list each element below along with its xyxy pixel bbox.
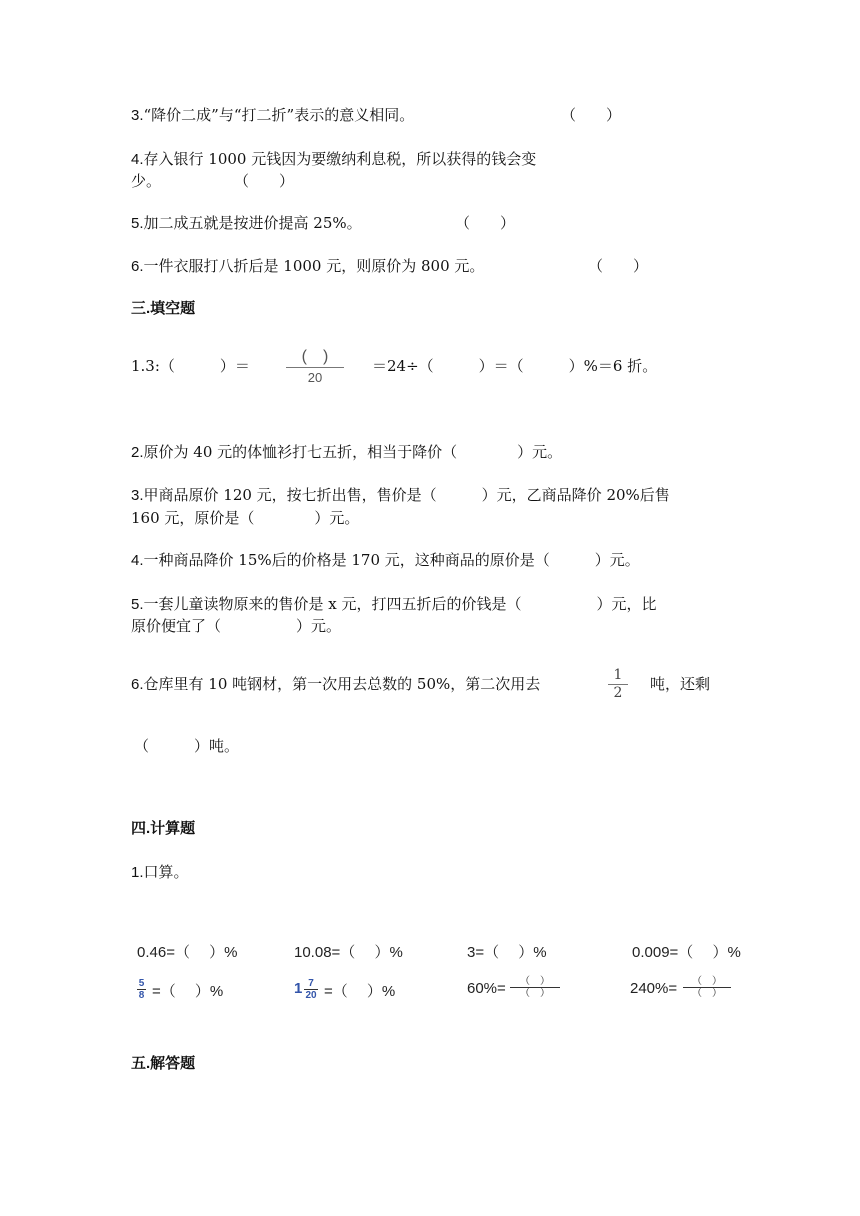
fill-q1-part-a: 1.3:（ ）＝ <box>131 357 250 375</box>
question-text: 存入银行 1000 元钱因为要缴纳利息税，所以获得的钱会变 <box>143 150 537 168</box>
fill-q1-part-b: ＝24÷（ ）＝（ ）%＝6 折。 <box>372 357 658 375</box>
judge-q4 <box>131 148 536 171</box>
fraction <box>286 348 344 387</box>
section-heading-fill: 三.填空题 <box>131 300 196 317</box>
fraction-numerator: 5 <box>138 978 145 989</box>
calc-item-2[interactable]: 10.08=（ ）% <box>294 944 403 961</box>
fraction-bar <box>286 367 344 368</box>
fraction-denominator: （ ） <box>520 988 550 999</box>
answer-paren[interactable]: （ ） <box>561 106 622 124</box>
question-number: 4. <box>131 151 144 168</box>
fraction-numerator: 7 <box>308 978 314 989</box>
fill-q5-line2: 原价便宜了（ ）元。 <box>131 617 342 635</box>
fraction-half <box>608 668 628 701</box>
question-number: 3. <box>131 487 144 504</box>
question-text: 一件衣服打八折后是 1000 元，则原价为 800 元。 <box>143 257 485 275</box>
fraction-denominator: 20 <box>305 990 317 1001</box>
judge-q6 <box>131 255 484 278</box>
fill-q6-line3: （ ）吨。 <box>134 737 240 755</box>
fraction-five-eighths <box>137 978 146 1001</box>
calc-item-4[interactable]: 0.009=（ ）% <box>632 944 741 961</box>
question-number: 5. <box>131 215 144 232</box>
judge-q4-line2: 少。 <box>131 172 162 190</box>
question-text: 口算。 <box>143 863 189 881</box>
judge-q3 <box>131 104 414 127</box>
fraction-numerator[interactable]: ( ) <box>301 348 329 365</box>
answer-paren[interactable]: （ ） <box>588 257 649 275</box>
section-heading-calc: 四.计算题 <box>131 820 196 837</box>
fraction-numerator: 1 <box>613 667 623 683</box>
question-number: 3. <box>131 107 144 124</box>
fraction-numerator: （ ） <box>692 976 722 987</box>
fill-q3 <box>131 484 670 507</box>
question-text: 加二成五就是按进价提高 25%。 <box>143 214 362 232</box>
fill-q5 <box>131 593 657 616</box>
question-number: 1. <box>131 864 144 881</box>
calc-item-3[interactable]: 3=（ ）% <box>467 944 547 961</box>
question-text: “降价二成”与“打二折”表示的意义相同。 <box>143 106 415 124</box>
question-text: 一套儿童读物原来的售价是 x 元，打四五折后的价钱是（ ）元，比 <box>143 595 657 613</box>
fill-q6 <box>131 673 540 696</box>
question-text: 原价为 40 元的体恤衫打七五折，相当于降价（ ）元。 <box>143 443 563 461</box>
mixed-whole: 1 <box>294 980 303 997</box>
fraction-denominator: 20 <box>307 370 323 385</box>
question-number: 6. <box>131 258 144 275</box>
section-heading-answer: 五.解答题 <box>131 1055 196 1072</box>
calc-item-8-left: 240%= <box>630 980 678 997</box>
judge-q5 <box>131 212 362 235</box>
question-text: 甲商品原价 120 元，按七折出售，售价是（ ）元，乙商品降价 20%后售 <box>143 486 670 504</box>
fraction-blank[interactable] <box>683 976 731 999</box>
question-number: 4. <box>131 552 144 569</box>
fraction-blank[interactable] <box>510 976 560 999</box>
question-number: 2. <box>131 444 144 461</box>
fill-q3-line2: 160 元，原价是（ ）元。 <box>131 509 360 527</box>
question-text: 一种商品降价 15%后的价格是 170 元，这种商品的原价是（ ）元。 <box>143 551 640 569</box>
fraction-denominator: 2 <box>613 685 623 701</box>
question-number: 6. <box>131 676 144 693</box>
fill-q4 <box>131 549 640 572</box>
answer-paren[interactable]: （ ） <box>234 172 295 190</box>
answer-paren[interactable]: （ ） <box>455 214 516 232</box>
calc-item-7-left: 60%= <box>467 980 506 997</box>
fraction-numerator: （ ） <box>520 976 550 987</box>
fill-q6-tail: 吨，还剩 <box>650 675 711 693</box>
question-text: 仓库里有 10 吨钢材，第一次用去总数的 50%，第二次用去 <box>143 675 541 693</box>
fraction-denominator: （ ） <box>692 988 722 999</box>
fraction-seven-twentieths <box>304 978 318 1001</box>
fraction-denominator: 8 <box>138 990 145 1001</box>
fill-q2 <box>131 441 562 464</box>
calc-q1 <box>131 861 189 884</box>
calc-item-5[interactable]: =（ ）% <box>152 983 224 1000</box>
question-number: 5. <box>131 596 144 613</box>
calc-item-1[interactable]: 0.46=（ ）% <box>137 944 238 961</box>
calc-item-6[interactable]: =（ ）% <box>324 983 396 1000</box>
